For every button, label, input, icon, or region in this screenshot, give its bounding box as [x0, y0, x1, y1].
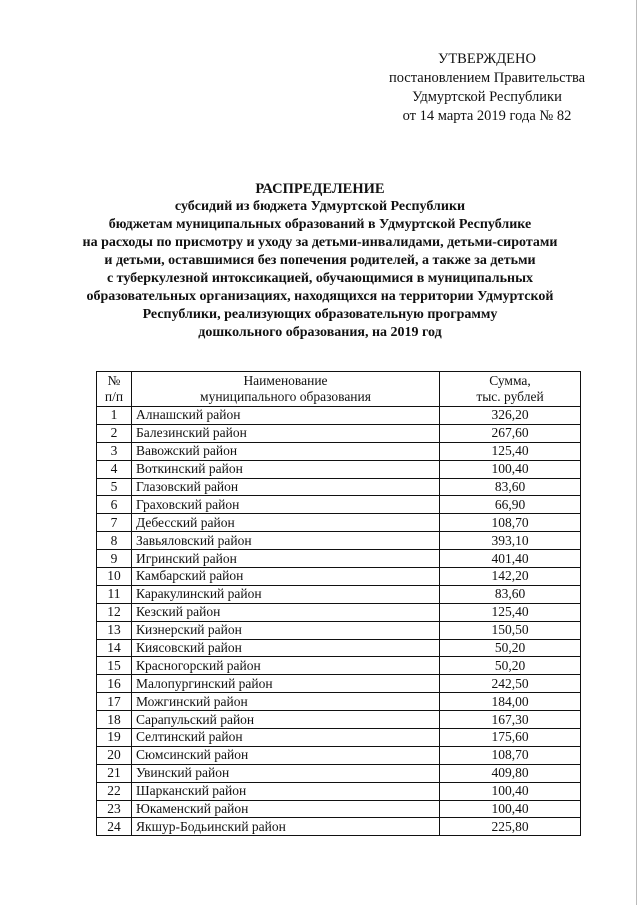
table-row: [97, 818, 581, 836]
row-sum: 393,10: [440, 532, 581, 550]
row-sum: 108,70: [440, 746, 581, 764]
table-row: [97, 514, 581, 532]
row-sum: 108,70: [440, 514, 581, 532]
row-name: Вавожский район: [132, 442, 440, 460]
row-name: Сюмсинский район: [132, 746, 440, 764]
row-sum: 142,20: [440, 568, 581, 586]
row-name: Шарканский район: [132, 782, 440, 800]
header-number-line1: №: [107, 373, 121, 388]
row-name: Киясовский район: [132, 639, 440, 657]
table-row: [97, 675, 581, 693]
table-row: [97, 496, 581, 514]
row-name: Якшур-Бодьинский район: [132, 818, 440, 836]
row-name: Юкаменский район: [132, 800, 440, 818]
table-row: [97, 424, 581, 442]
table-body: [97, 407, 581, 836]
table-row: [97, 729, 581, 747]
row-number: 2: [97, 424, 132, 442]
row-number: 3: [97, 442, 132, 460]
row-name: Кизнерский район: [132, 621, 440, 639]
row-number: 20: [97, 746, 132, 764]
row-name: Увинский район: [132, 764, 440, 782]
table-row: [97, 693, 581, 711]
row-number: 13: [97, 621, 132, 639]
row-number: 17: [97, 693, 132, 711]
row-number: 7: [97, 514, 132, 532]
row-name: Игринский район: [132, 550, 440, 568]
header-name-line2: муниципального образования: [200, 389, 371, 404]
row-name: Малопургинский район: [132, 675, 440, 693]
row-name: Дебесский район: [132, 514, 440, 532]
row-name: Завьяловский район: [132, 532, 440, 550]
row-sum: 167,30: [440, 711, 581, 729]
scan-edge: [636, 0, 637, 905]
table-row: [97, 764, 581, 782]
row-number: 21: [97, 764, 132, 782]
table-row: [97, 478, 581, 496]
row-number: 9: [97, 550, 132, 568]
approval-issuer: постановлением Правительства: [388, 70, 586, 86]
header-sum-line2: тыс. рублей: [476, 389, 544, 404]
heading-line: бюджетам муниципальных образований в Удмуртской Республике: [108, 217, 532, 232]
row-name: Алнашский район: [132, 407, 440, 425]
row-sum: 150,50: [440, 621, 581, 639]
row-sum: 100,40: [440, 460, 581, 478]
row-sum: 125,40: [440, 603, 581, 621]
table-row: [97, 782, 581, 800]
row-name: Каракулинский район: [132, 585, 440, 603]
header-sum-line1: Сумма,: [489, 373, 531, 388]
heading-line: с туберкулезной интоксикацией, обучающимися в муниципальных: [106, 271, 534, 286]
heading-line: Республики, реализующих образовательную программу: [142, 307, 498, 322]
row-sum: 242,50: [440, 675, 581, 693]
row-sum: 66,90: [440, 496, 581, 514]
row-number: 14: [97, 639, 132, 657]
header-name-line1: Наименование: [243, 373, 328, 388]
row-number: 8: [97, 532, 132, 550]
row-number: 15: [97, 657, 132, 675]
row-name: Камбарский район: [132, 568, 440, 586]
row-number: 12: [97, 603, 132, 621]
row-sum: 267,60: [440, 424, 581, 442]
row-number: 5: [97, 478, 132, 496]
heading-line: на расходы по присмотру и уходу за детьми-инвалидами, детьми-сиротами: [82, 235, 558, 250]
table-row: [97, 621, 581, 639]
row-name: Балезинский район: [132, 424, 440, 442]
document-title: РАСПРЕДЕЛЕНИЕ: [255, 181, 385, 197]
row-sum: 83,60: [440, 585, 581, 603]
row-number: 16: [97, 675, 132, 693]
row-number: 11: [97, 585, 132, 603]
row-number: 23: [97, 800, 132, 818]
row-sum: 50,20: [440, 657, 581, 675]
approval-stamp: [372, 50, 602, 126]
row-sum: 401,40: [440, 550, 581, 568]
row-sum: 100,40: [440, 800, 581, 818]
row-number: 4: [97, 460, 132, 478]
approval-republic: Удмуртской Республики: [412, 89, 562, 105]
row-number: 22: [97, 782, 132, 800]
row-sum: 83,60: [440, 478, 581, 496]
table-row: [97, 568, 581, 586]
row-number: 19: [97, 729, 132, 747]
header-sum: [440, 372, 581, 407]
row-sum: 175,60: [440, 729, 581, 747]
row-name: Кезский район: [132, 603, 440, 621]
table-row: [97, 407, 581, 425]
row-name: Можгинский район: [132, 693, 440, 711]
table-row: [97, 532, 581, 550]
table-row: [97, 657, 581, 675]
table-row: [97, 800, 581, 818]
row-number: 24: [97, 818, 132, 836]
table-row: [97, 460, 581, 478]
header-name: [132, 372, 440, 407]
header-number-line2: п/п: [104, 389, 124, 404]
row-sum: 100,40: [440, 782, 581, 800]
heading-line: образовательных организациях, находящихся на территории Удмуртской: [86, 289, 554, 304]
table-row: [97, 442, 581, 460]
subsidy-table: [96, 371, 581, 836]
row-name: Селтинский район: [132, 729, 440, 747]
row-number: 6: [97, 496, 132, 514]
row-name: Глазовский район: [132, 478, 440, 496]
table-row: [97, 550, 581, 568]
row-number: 10: [97, 568, 132, 586]
approval-date: от 14 марта 2019 года № 82: [402, 108, 572, 124]
table-row: [97, 603, 581, 621]
row-sum: 125,40: [440, 442, 581, 460]
row-name: Воткинский район: [132, 460, 440, 478]
heading-line: дошкольного образования, на 2019 год: [198, 325, 442, 340]
row-sum: 409,80: [440, 764, 581, 782]
heading-line: и детьми, оставшимися без попечения родителей, а также за детьми: [104, 253, 536, 268]
row-sum: 326,20: [440, 407, 581, 425]
approval-title: УТВЕРЖДЕНО: [438, 51, 536, 67]
table-row: [97, 639, 581, 657]
table-row: [97, 585, 581, 603]
row-number: 18: [97, 711, 132, 729]
row-number: 1: [97, 407, 132, 425]
row-name: Сарапульский район: [132, 711, 440, 729]
row-sum: 50,20: [440, 639, 581, 657]
row-sum: 184,00: [440, 693, 581, 711]
table-row: [97, 711, 581, 729]
table-header-row: [97, 372, 581, 407]
header-number: [97, 372, 132, 407]
row-name: Красногорский район: [132, 657, 440, 675]
heading-line: субсидий из бюджета Удмуртской Республики: [174, 199, 466, 214]
row-sum: 225,80: [440, 818, 581, 836]
row-name: Граховский район: [132, 496, 440, 514]
document-heading: [70, 180, 570, 342]
table-row: [97, 746, 581, 764]
